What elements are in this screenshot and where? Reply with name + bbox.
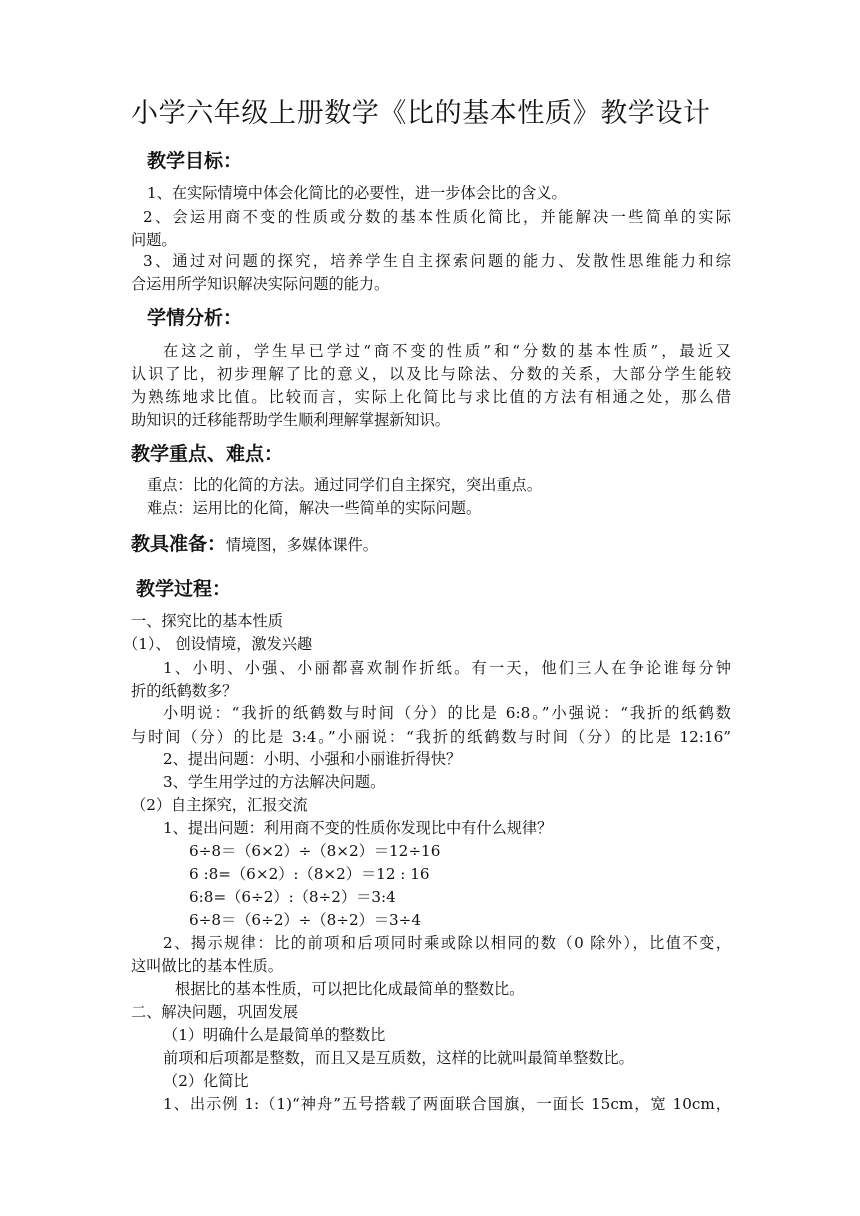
process-line-18: 1、出示例 1:（1)“神舟”五号搭载了两面联合国旗，一面长 15cm，宽 10cm， [163, 1095, 731, 1113]
process-step-4: （2）化简比 [163, 1072, 249, 1090]
process-line-11: 2、揭示规律：比的前项和后项同时乘或除以相同的数（0 除外），比值不变， [163, 934, 731, 952]
process-step-3: （1）明确什么是最简单的整数比 [163, 1026, 386, 1044]
process-line-7: 2、提出问题：小明、小强和小丽谁折得快？ [163, 750, 462, 768]
equation-4: 6÷8＝（6÷2）÷（8÷2）＝3÷4 [189, 911, 422, 929]
process-line-10: 1、提出问题：利用商不变的性质你发现比中有什么规律？ [163, 819, 553, 837]
document-title: 小学六年级上册数学《比的基本性质》教学设计 [131, 98, 711, 129]
tools-heading-label: 教具准备： [131, 533, 227, 555]
process-step-2: （2）自主探究，汇报交流 [131, 796, 308, 814]
goal-1: 1、在实际情境中体会化简比的必要性，进一步体会比的含义。 [147, 184, 567, 202]
keypoints-heading: 教学重点、难点： [131, 443, 284, 465]
equation-1: 6÷8＝（6×2）÷（8×2）＝12÷16 [189, 842, 441, 860]
process-line-5: 小明说：“我折的纸鹤数与时间（分）的比是 6:8。”小强说：“我折的纸鹤数 [163, 704, 731, 722]
equation-2: 6 :8=（6×2）:（8×2）＝12 : 16 [189, 865, 430, 883]
process-line-3: 1、小明、小强、小丽都喜欢制作折纸。有一天，他们三人在争论谁每分钟 [163, 659, 731, 677]
process-step-1: （1）、 创设情境，激发兴趣 [123, 635, 313, 653]
process-line-8: 3、学生用学过的方法解决问题。 [163, 773, 386, 791]
focus-point: 重点：比的化简的方法。通过同学们自主探究，突出重点。 [147, 476, 542, 494]
process-section-2: 二、解决问题，巩固发展 [131, 1003, 299, 1021]
process-line-13: 根据比的基本性质，可以把比化成最简单的整数比。 [175, 980, 525, 998]
analysis-line-3: 为熟练地求比值。比较而言，实际上化简比与求比值的方法有相通之处，那么借 [131, 388, 731, 406]
process-line-6: 与时间（分）的比是 3:4。”小丽说：“我折的纸鹤数与时间（分）的比是 12:16” [131, 728, 731, 746]
tools-heading [131, 531, 378, 558]
goal-2-line-1: 2、会运用商不变的性质或分数的基本性质化简比，并能解决一些简单的实际 [143, 208, 731, 226]
analysis-line-2: 认识了比，初步理解了比的意义，以及比与除法、分数的关系，大部分学生能较 [131, 365, 731, 383]
analysis-line-4: 助知识的迁移能帮助学生顺利理解掌握新知识。 [131, 411, 450, 429]
process-heading: 教学过程： [136, 578, 232, 600]
goal-3-line-2: 合运用所学知识解决实际问题的能力。 [131, 275, 390, 293]
goals-heading: 教学目标： [147, 150, 243, 172]
process-line-16: 前项和后项都是整数，而且又是互质数，这样的比就叫最简单整数比。 [163, 1049, 634, 1067]
difficulty-point: 难点：运用比的化简，解决一些简单的实际问题。 [147, 499, 482, 517]
equation-3: 6:8=（6÷2）:（8÷2）＝3:4 [189, 888, 396, 906]
process-section-1: 一、探究比的基本性质 [131, 612, 283, 630]
goal-3-line-1: 3、通过对问题的探究，培养学生自主探索问题的能力、发散性思维能力和综 [143, 252, 731, 270]
tools-text: 情境图，多媒体课件。 [226, 536, 378, 554]
process-line-12: 这叫做比的基本性质。 [131, 957, 283, 975]
process-line-4: 折的纸鹤数多？ [131, 682, 238, 700]
analysis-heading: 学情分析： [147, 307, 243, 329]
analysis-line-1: 在这之前，学生早已学过“商不变的性质”和“分数的基本性质”，最近又 [163, 342, 731, 360]
goal-2-line-2: 问题。 [131, 231, 177, 249]
